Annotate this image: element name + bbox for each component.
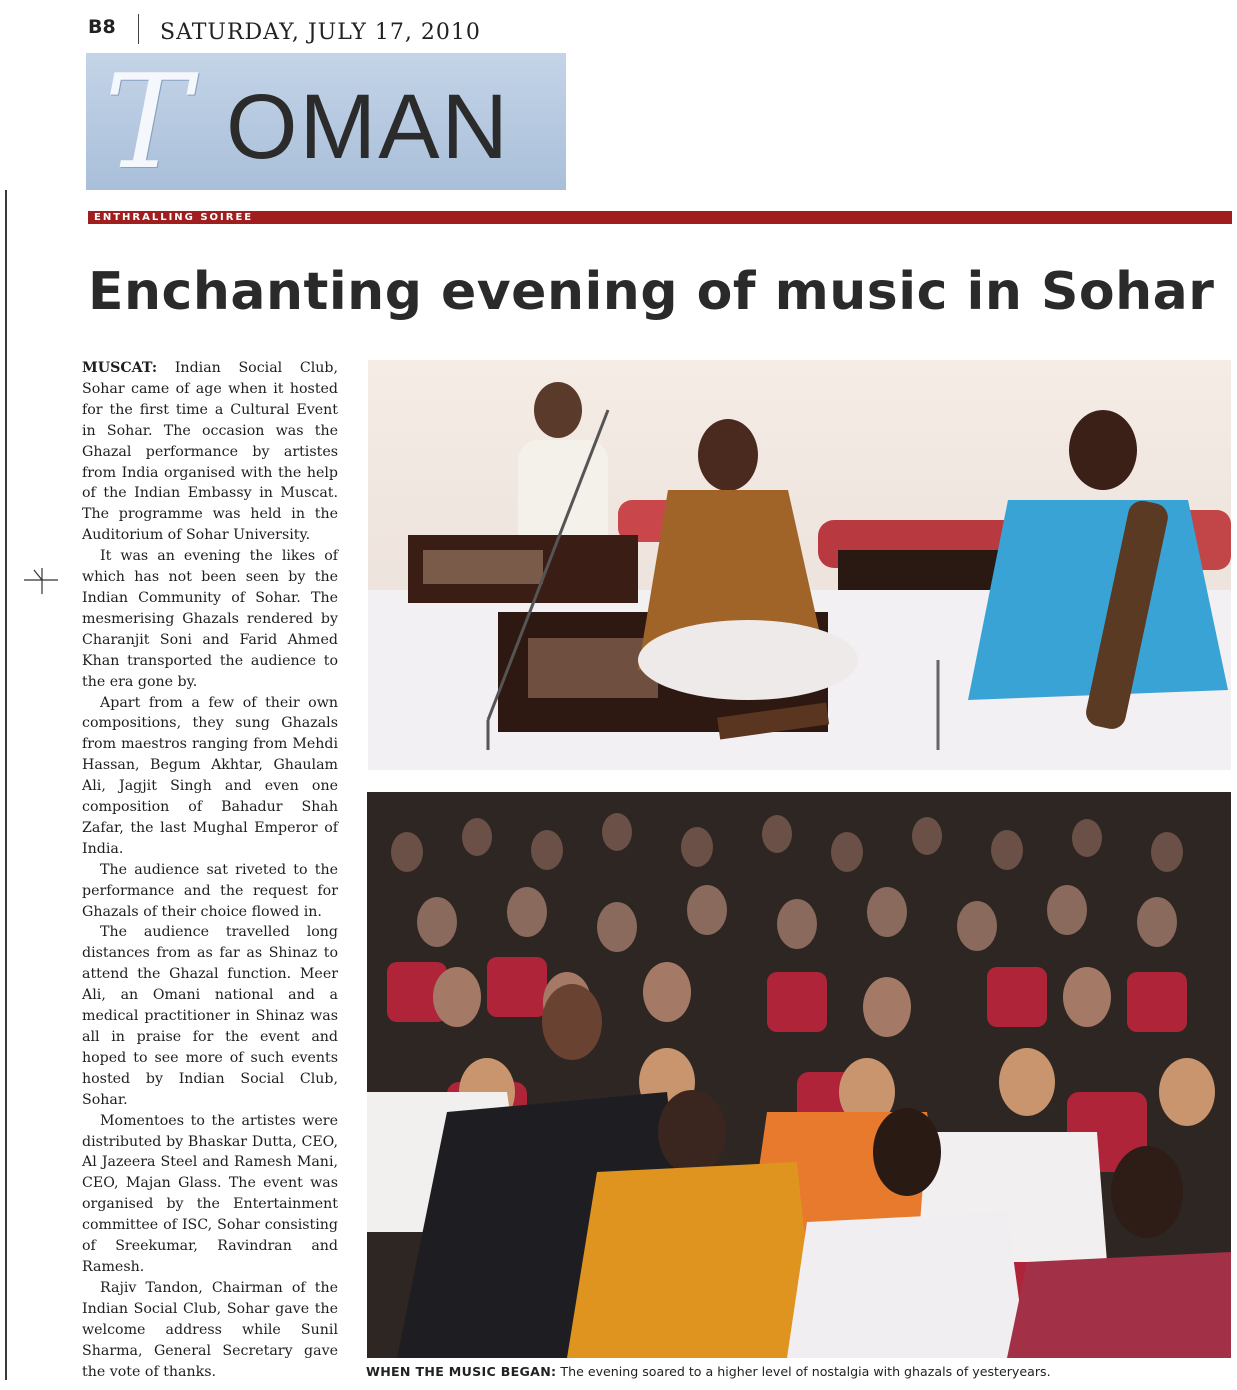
kicker-label: ENTHRALLING SOIREE bbox=[94, 212, 254, 223]
page-date: SATURDAY, JULY 17, 2010 bbox=[160, 20, 481, 45]
page-number: B8 bbox=[88, 16, 116, 38]
audience-photo bbox=[367, 792, 1231, 1358]
headline: Enchanting evening of music in Sohar bbox=[88, 262, 1215, 322]
dateline: MUSCAT: bbox=[82, 360, 158, 376]
page-edge-rule bbox=[5, 190, 7, 1380]
caption-text: The evening soared to a higher level of nostalgia with ghazals of yesteryears. bbox=[560, 1364, 1051, 1379]
caption-lead: WHEN THE MUSIC BEGAN: bbox=[366, 1364, 557, 1379]
photo-caption bbox=[366, 1363, 1232, 1381]
article-paragraph: The audience travelled long distances from as far as Shinaz to attend the Ghazal function. Meer Ali, an Omani national and a medical practitioner in Shinaz was all in praise for the event and hoped to see more of such events hosted by Indian Social Club, Sohar. bbox=[82, 924, 338, 1108]
musicians-photo bbox=[368, 360, 1231, 770]
kicker-bar bbox=[88, 211, 1232, 224]
article-paragraph: The audience sat riveted to the performance and the request for Ghazals of their choice flowed in. bbox=[82, 861, 338, 920]
article-paragraph: Rajiv Tandon, Chairman of the Indian Social Club, Sohar gave the welcome address while Sunil Sharma, General Secretary gave the vote of thanks. bbox=[82, 1279, 338, 1380]
article-paragraph: Apart from a few of their own compositions, they sung Ghazals from maestros ranging from Mehdi Hassan, Begum Akhtar, Ghaulam Ali, Jagjit Singh and even one composition of Bahadur Shah Zafar, the last Mughal Emperor of India. bbox=[82, 694, 338, 857]
article-paragraph bbox=[82, 358, 338, 546]
article-body bbox=[82, 358, 338, 1382]
section-banner bbox=[86, 53, 566, 190]
audience-photo-icon bbox=[367, 792, 1231, 1358]
article-paragraph: Momentoes to the artistes were distributed by Bhaskar Dutta, CEO, Al Jazeera Steel and Ramesh Mani, CEO, Majan Glass. The event was organised by the Entertainment committee of ISC, Sohar consisting of Sreekumar, Ravindran and Ramesh. bbox=[82, 1112, 338, 1275]
musicians-photo-icon bbox=[368, 360, 1231, 770]
crop-mark-icon bbox=[20, 566, 60, 596]
section-title: OMAN bbox=[226, 76, 510, 178]
banner-ornament-letter: T bbox=[104, 53, 191, 190]
paragraph-text: Indian Social Club, Sohar came of age when it hosted for the first time a Cultural Event in Sohar. The occasion was the Ghazal performance by artistes from India organised with the help of the Indian Embassy in Muscat. The programme was held in the Auditorium of Sohar University. bbox=[82, 360, 339, 544]
page-number-divider bbox=[138, 14, 139, 44]
article-paragraph: It was an evening the likes of which has not been seen by the Indian Community of Sohar. The mesmerising Ghazals rendered by Charanjit Soni and Farid Ahmed Khan transported the audience to the era gone by. bbox=[82, 548, 338, 690]
